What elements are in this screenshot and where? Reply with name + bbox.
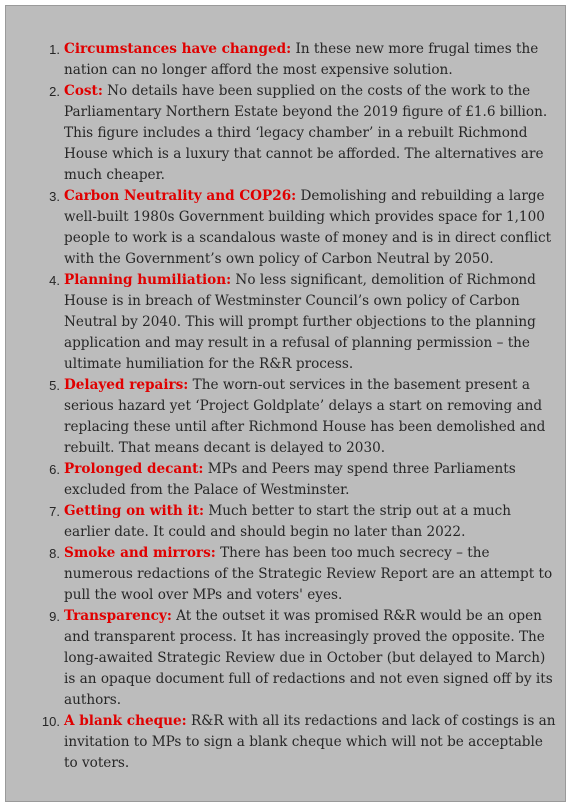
item-number: 8. <box>49 546 60 561</box>
item-number: 10. <box>41 714 60 729</box>
item-title: Carbon Neutrality and COP26: <box>64 188 297 204</box>
item-title: Delayed repairs: <box>64 377 189 393</box>
item-text: No details have been supplied on the costs of the work to the Parliamentary Northern Estate beyond the 2019 figure of £1.6 billion. This figure includes a third ‘legacy chamber’ in a rebuilt Richmond House which is a luxury that cannot be afforded. The alternatives are much cheaper. <box>64 83 548 183</box>
item-title: A blank cheque: <box>64 713 187 729</box>
item-text: In these new more frugal times the nation can no longer afford the most expensive solution. <box>64 41 539 78</box>
item-number: 9. <box>49 609 60 624</box>
item-number: 1. <box>49 42 60 57</box>
item-text: Demolishing and rebuilding a large well-built 1980s Government building which provides space for 1,100 people to work is a scandalous waste of money and is in direct conflict with the Government’s own policy of Carbon Neutral by 2050. <box>64 188 552 267</box>
list-item <box>6 39 567 81</box>
item-text: MPs and Peers may spend three Parliaments excluded from the Palace of Westminster. <box>64 461 516 498</box>
item-title: Transparency: <box>64 608 172 624</box>
item-text: The worn-out services in the basement present a serious hazard yet ‘Project Goldplate’ delays a start on removing and replacing these until after Richmond House has been demolished and rebuilt. That means decant is delayed to 2030. <box>64 377 546 456</box>
item-title: Cost: <box>64 83 103 99</box>
list-item <box>6 459 567 501</box>
list-item <box>6 501 567 543</box>
item-number: 6. <box>49 462 60 477</box>
list-item <box>6 711 567 774</box>
list-item <box>6 606 567 711</box>
item-number: 4. <box>49 273 60 288</box>
list-item <box>6 270 567 375</box>
item-title: Planning humiliation: <box>64 272 232 288</box>
list-item <box>6 375 567 459</box>
item-text: At the outset it was promised R&R would be an open and transparent process. It has increasingly proved the opposite. The long-awaited Strategic Review due in October (but delayed to March) is an opaque document full of redactions and not even signed off by its authors. <box>64 608 553 708</box>
item-number: 3. <box>49 189 60 204</box>
list-item <box>6 543 567 606</box>
item-title: Circumstances have changed: <box>64 41 292 57</box>
item-text: R&R with all its redactions and lack of costings is an invitation to MPs to sign a blank cheque which will not be acceptable to voters. <box>64 713 556 771</box>
item-title: Getting on with it: <box>64 503 205 519</box>
item-text: No less significant, demolition of Richmond House is in breach of Westminster Council’s own policy of Carbon Neutral by 2040. This will prompt further objections to the planning application and may result in a refusal of planning permission – the ultimate humiliation for the R&R process. <box>64 272 536 372</box>
item-title: Prolonged decant: <box>64 461 204 477</box>
item-text: There has been too much secrecy – the numerous redactions of the Strategic Review Report are an attempt to pull the wool over MPs and voters' eyes. <box>64 545 553 603</box>
text-panel <box>5 5 566 802</box>
numbered-list <box>6 39 567 774</box>
list-item <box>6 81 567 186</box>
item-title: Smoke and mirrors: <box>64 545 216 561</box>
item-number: 5. <box>49 378 60 393</box>
item-text: Much better to start the strip out at a much earlier date. It could and should begin no later than 2022. <box>64 503 511 540</box>
item-number: 7. <box>49 504 60 519</box>
item-number: 2. <box>49 84 60 99</box>
list-item <box>6 186 567 270</box>
